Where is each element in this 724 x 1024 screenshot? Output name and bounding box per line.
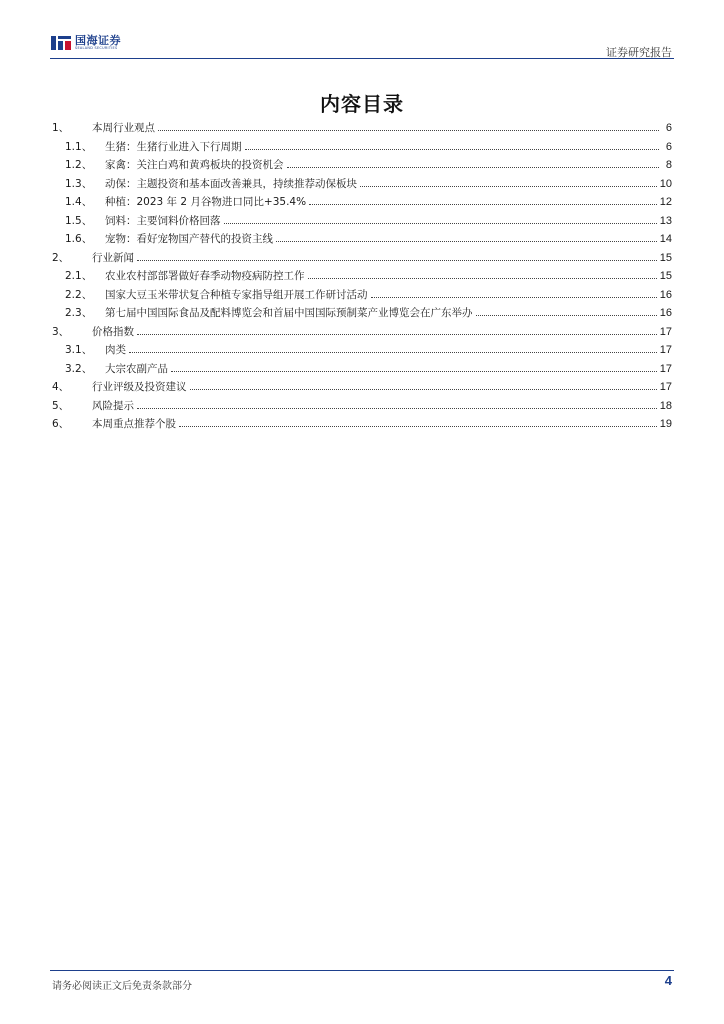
toc-entry[interactable]	[52, 305, 672, 324]
toc-entry-title[interactable]: 第七届中国国际食品及配料博览会和首届中国国际预制菜产业博览会在广东举办	[105, 307, 473, 319]
toc-entry-number: 1.2、	[65, 159, 93, 171]
toc-dot-leader	[137, 260, 657, 261]
toc-entry-number: 1.1、	[65, 140, 93, 153]
toc-entry-title[interactable]: 肉类	[105, 344, 126, 356]
toc-entry-number: 3.2、	[65, 362, 93, 375]
toc-entry-title[interactable]: 本周重点推荐个股	[92, 418, 176, 430]
toc-entry-title[interactable]: 生猪：生猪行业进入下行周期	[105, 140, 242, 153]
toc-entry-title[interactable]: 行业评级及投资建议	[92, 381, 187, 393]
toc-entry-page[interactable]: 14	[659, 233, 672, 245]
toc-dot-leader	[287, 167, 660, 168]
footer-disclaimer: 请务必阅读正文后免责条款部分	[52, 981, 192, 992]
toc-entry-page[interactable]: 16	[659, 307, 672, 319]
toc-title: 内容目录	[320, 92, 404, 116]
toc-entry[interactable]	[52, 398, 672, 417]
toc-entry[interactable]	[52, 268, 672, 287]
toc-entry-page[interactable]: 17	[659, 381, 672, 393]
toc-dot-leader	[158, 130, 659, 131]
toc-entry-title[interactable]: 本周行业观点	[92, 122, 155, 134]
toc-entry[interactable]	[52, 250, 672, 269]
toc-dot-leader	[371, 297, 657, 298]
toc-entry-page[interactable]: 12	[659, 196, 672, 208]
toc-entry[interactable]	[52, 157, 672, 176]
toc-entry-page[interactable]: 17	[659, 362, 672, 375]
toc-entry-page[interactable]: 17	[659, 344, 672, 356]
toc-entry-title[interactable]: 种植：2023 年 2 月谷物进口同比+35.4%	[105, 196, 307, 208]
toc-entry-number: 3.1、	[65, 344, 93, 356]
toc-entry-page[interactable]: 10	[659, 177, 672, 190]
page-number: 4	[664, 973, 672, 988]
toc-entry-number: 1.3、	[65, 177, 93, 190]
toc-entry-page[interactable]: 6	[665, 140, 672, 153]
toc-entry-title[interactable]: 家禽：关注白鸡和黄鸡板块的投资机会	[105, 159, 284, 171]
toc-dot-leader	[276, 241, 657, 242]
toc-entry-page[interactable]: 17	[659, 325, 672, 338]
toc-entry-number: 4、	[52, 381, 70, 393]
toc-entry-number: 1、	[52, 122, 70, 134]
toc-entry[interactable]	[52, 379, 672, 398]
toc-dot-leader	[137, 408, 657, 409]
toc-entry-number: 1.6、	[65, 233, 93, 245]
logo-text-cn: 国海证券	[75, 34, 121, 48]
toc-dot-leader	[308, 278, 657, 279]
toc-dot-leader	[245, 149, 660, 150]
toc-entry-number: 2.2、	[65, 288, 93, 301]
toc-entry-page[interactable]: 8	[665, 159, 672, 171]
toc-entry-number: 1.4、	[65, 196, 93, 208]
toc-dot-leader	[476, 315, 657, 316]
toc-entry-page[interactable]: 15	[659, 251, 672, 264]
toc-entry[interactable]	[52, 342, 672, 361]
toc-entry-title[interactable]: 国家大豆玉米带状复合种植专家指导组开展工作研讨活动	[105, 288, 368, 301]
logo-text-en: SEALAND SECURITIES	[75, 46, 118, 51]
toc-entry[interactable]	[52, 213, 672, 232]
toc-entry-title[interactable]: 大宗农副产品	[105, 362, 168, 375]
toc-entry-title[interactable]: 价格指数	[92, 325, 134, 338]
toc-entry-number: 6、	[52, 418, 70, 430]
toc-entry-title[interactable]: 行业新闻	[92, 251, 134, 264]
report-type-label: 证券研究报告	[606, 46, 672, 59]
toc-entry-page[interactable]: 19	[659, 418, 672, 430]
header-divider	[50, 58, 674, 59]
toc-dot-leader	[309, 204, 657, 205]
toc-entry-title[interactable]: 动保：主题投资和基本面改善兼具，持续推荐动保板块	[105, 177, 357, 190]
toc-entry-title[interactable]: 宠物：看好宠物国产替代的投资主线	[105, 233, 273, 245]
toc-entry-title[interactable]: 饲料：主要饲料价格回落	[105, 214, 221, 227]
toc-entry-number: 1.5、	[65, 214, 93, 227]
page-header	[0, 0, 724, 62]
toc-entry-number: 5、	[52, 399, 70, 412]
toc-entry-title[interactable]: 农业农村部部署做好春季动物疫病防控工作	[105, 270, 305, 282]
toc-entry[interactable]	[52, 194, 672, 213]
toc-dot-leader	[224, 223, 657, 224]
toc-entry-page[interactable]: 16	[659, 288, 672, 301]
logo-icon	[50, 34, 72, 52]
toc-dot-leader	[360, 186, 657, 187]
toc-dot-leader	[171, 371, 657, 372]
toc-dot-leader	[137, 334, 657, 335]
toc-entry-page[interactable]: 15	[659, 270, 672, 282]
toc-entry[interactable]	[52, 287, 672, 306]
toc-entry[interactable]	[52, 416, 672, 435]
company-logo	[50, 33, 121, 53]
toc-entry-page[interactable]: 13	[659, 214, 672, 227]
toc-entry[interactable]	[52, 139, 672, 158]
toc-entry[interactable]	[52, 361, 672, 380]
toc-entry-title[interactable]: 风险提示	[92, 399, 134, 412]
table-of-contents	[52, 120, 672, 435]
toc-entry[interactable]	[52, 120, 672, 139]
toc-dot-leader	[179, 426, 657, 427]
toc-entry[interactable]	[52, 231, 672, 250]
toc-entry-page[interactable]: 6	[665, 122, 672, 134]
toc-entry-number: 2、	[52, 251, 70, 264]
toc-entry-page[interactable]: 18	[659, 399, 672, 412]
toc-dot-leader	[129, 352, 657, 353]
toc-entry-number: 2.1、	[65, 270, 93, 282]
toc-entry[interactable]	[52, 324, 672, 343]
toc-entry-number: 3、	[52, 325, 70, 338]
toc-entry-number: 2.3、	[65, 307, 93, 319]
footer-divider	[50, 970, 674, 971]
toc-entry[interactable]	[52, 176, 672, 195]
toc-dot-leader	[190, 389, 657, 390]
